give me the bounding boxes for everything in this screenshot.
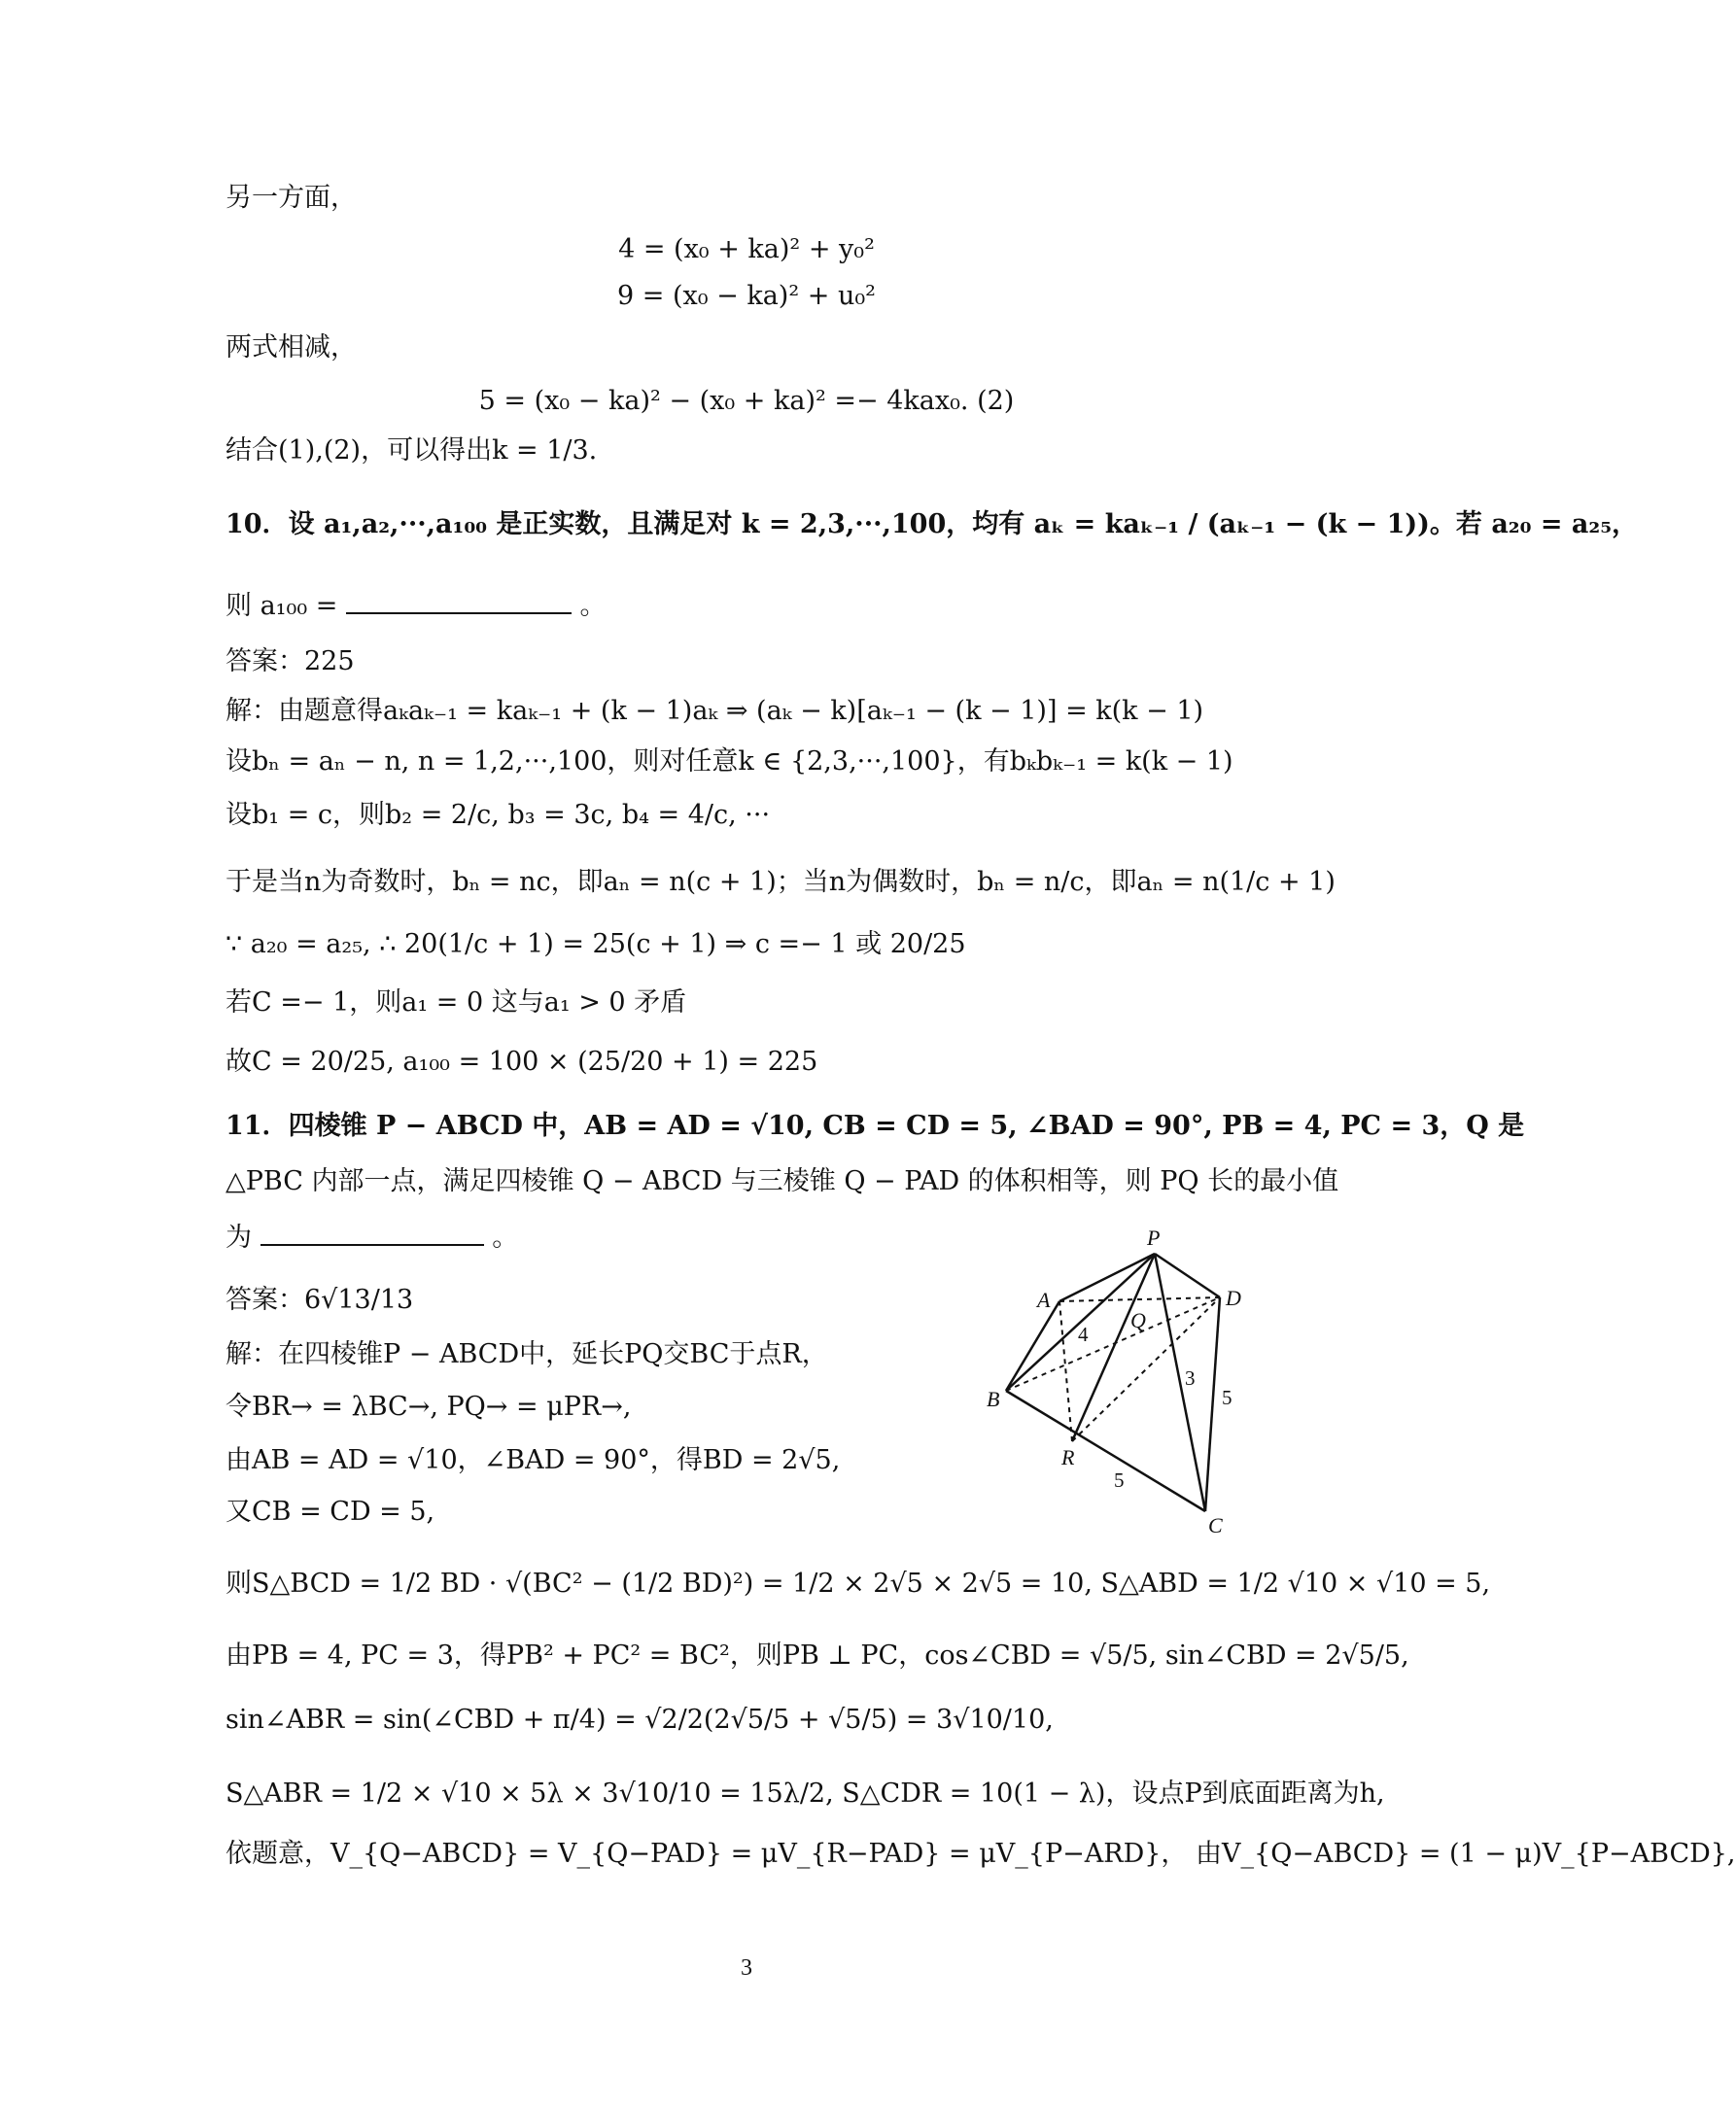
edge-AD-hidden (1059, 1297, 1220, 1301)
text-line: 结合(1),(2)，可以得出k = 1/3. (226, 435, 598, 466)
solution-line: 令BR→ = λBC→, PQ→ = μPR→, (226, 1392, 632, 1422)
solution-line: 于是当n为奇数时，bₙ = nc，即aₙ = n(c + 1)；当n为偶数时，bₙ = n/c，即aₙ = n(1/c + 1) (226, 867, 1336, 897)
problem-10: 10．设 a₁,a₂,···,a₁₀₀ 是正实数，且满足对 k = 2,3,···,100，均有 aₖ = kaₖ₋₁ / (aₖ₋₁ − (k − 1))。若 a₂₀ = a₂₅， (226, 509, 1639, 539)
text-fragment: 。 (492, 1223, 519, 1253)
answer-blank (346, 589, 572, 614)
solution-line: 依题意，V_{Q−ABCD} = V_{Q−PAD} = μV_{R−PAD} = μV_{P−ARD}， 由V_{Q−ABCD} = (1 − μ)V_{P−ABCD}, (226, 1839, 1736, 1869)
label-B: B (987, 1387, 1000, 1411)
text-fragment: 。 (579, 591, 607, 621)
label-Q: Q (1130, 1308, 1146, 1332)
problem-11: 11．四棱锥 P − ABCD 中，AB = AD = √10, CB = CD = 5, ∠BAD = 90°, PB = 4, PC = 3，Q 是 (226, 1111, 1525, 1141)
solution-line: sin∠ABR = sin(∠CBD + π/4) = √2/2(2√5/5 + √5/5) = 3√10/10, (226, 1705, 1054, 1735)
equation: 9 = (x₀ − ka)² + u₀² (617, 281, 876, 311)
solution-line: 解：由题意得aₖaₖ₋₁ = kaₖ₋₁ + (k − 1)aₖ ⇒ (aₖ − k)[aₖ₋₁ − (k − 1)] = k(k − 1) (226, 696, 1204, 726)
answer-blank (260, 1221, 484, 1246)
solution-line: 若C =− 1，则a₁ = 0 这与a₁ > 0 矛盾 (226, 987, 687, 1018)
edge-DC (1205, 1297, 1220, 1511)
edge-BC (1006, 1391, 1205, 1511)
solution-line: S△ABR = 1/2 × √10 × 5λ × 3√10/10 = 15λ/2, S△CDR = 10(1 − λ)，设点P到底面距离为h, (226, 1779, 1385, 1809)
text-line: 两式相减， (226, 332, 357, 363)
length-PB: 4 (1078, 1323, 1089, 1346)
edge-RD-hidden (1072, 1297, 1220, 1441)
edge-PD (1155, 1254, 1220, 1297)
edge-PA (1059, 1254, 1155, 1301)
page-number: 3 (741, 1955, 752, 1981)
pyramid-figure (977, 1220, 1268, 1540)
label-P: P (1147, 1226, 1161, 1250)
solution-line: 由PB = 4, PC = 3，得PB² + PC² = BC²，则PB ⊥ PC，cos∠CBD = √5/5, sin∠CBD = 2√5/5, (226, 1641, 1409, 1671)
edge-RA-hidden (1059, 1301, 1072, 1441)
answer-line: 答案：6√13/13 (226, 1285, 414, 1315)
text-line: 另一方面， (226, 183, 357, 213)
solution-line: ∵ a₂₀ = a₂₅, ∴ 20(1/c + 1) = 25(c + 1) ⇒ c =− 1 或 20/25 (226, 929, 966, 959)
solution-line: 设bₙ = aₙ − n, n = 1,2,···,100，则对任意k ∈ {2,3,···,100}，有bₖbₖ₋₁ = k(k − 1) (226, 746, 1233, 777)
length-PC: 3 (1185, 1366, 1196, 1390)
solution-line: 则S△BCD = 1/2 BD · √(BC² − (1/2 BD)²) = 1/2 × 2√5 × 2√5 = 10, S△ABD = 1/2 √10 × √10 = 5, (226, 1569, 1491, 1599)
solution-line: 设b₁ = c，则b₂ = 2/c, b₃ = 3c, b₄ = 4/c, ··· (226, 800, 771, 830)
solution-line: 又CB = CD = 5, (226, 1497, 435, 1527)
label-C: C (1208, 1513, 1223, 1537)
text-line (226, 1221, 518, 1256)
text-fragment: 则 a₁₀₀ = (226, 591, 338, 621)
text-line (226, 589, 607, 624)
edge-PC (1155, 1254, 1205, 1511)
equation: 4 = (x₀ + ka)² + y₀² (618, 234, 875, 264)
label-A: A (1037, 1288, 1051, 1312)
length-RC: 5 (1114, 1468, 1125, 1492)
edge-PR (1072, 1254, 1155, 1441)
length-DC: 5 (1222, 1386, 1233, 1409)
solution-line: 由AB = AD = √10，∠BAD = 90°，得BD = 2√5, (226, 1445, 841, 1475)
label-R: R (1061, 1445, 1075, 1469)
equation: 5 = (x₀ − ka)² − (x₀ + ka)² =− 4kax₀. (2) (478, 386, 1015, 416)
solution-line: 故C = 20/25, a₁₀₀ = 100 × (25/20 + 1) = 225 (226, 1047, 818, 1077)
solution-line: 解：在四棱锥P − ABCD中，延长PQ交BC于点R， (226, 1339, 828, 1369)
answer-line: 答案：225 (226, 646, 355, 676)
text-line: △PBC 内部一点，满足四棱锥 Q − ABCD 与三棱锥 Q − PAD 的体积相等，则 PQ 长的最小值 (226, 1166, 1339, 1196)
edge-AB (1006, 1301, 1059, 1391)
label-D: D (1226, 1286, 1241, 1310)
text-fragment: 为 (226, 1223, 252, 1253)
